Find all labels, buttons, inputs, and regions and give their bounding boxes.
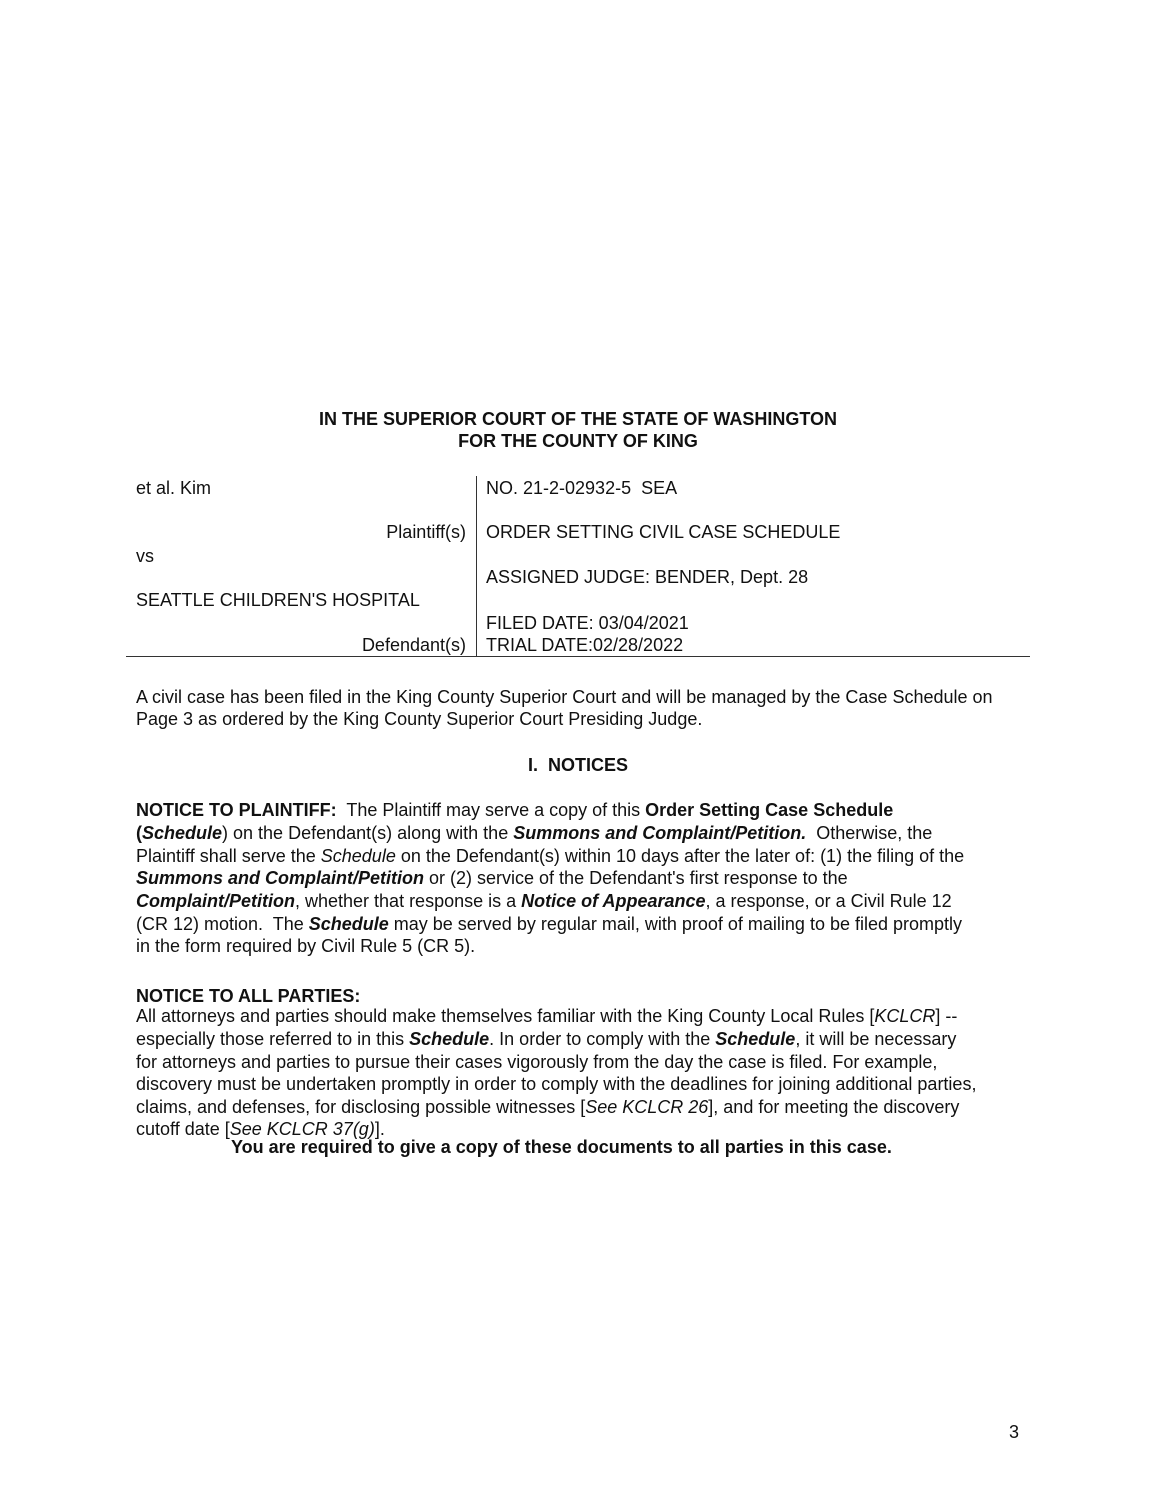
text-run: Notice of Appearance	[521, 891, 706, 911]
paragraph-line	[136, 1096, 959, 1118]
text-run: Summons and Complaint/Petition.	[513, 823, 807, 843]
paragraph-line	[136, 845, 964, 867]
text-run: , a response, or a Civil Rule 12	[705, 891, 952, 911]
text-run: ) on the Defendant(s) along with the	[222, 823, 514, 843]
paragraph-line	[136, 799, 893, 821]
text-run: Schedule	[320, 846, 396, 866]
caption-divider-horizontal	[126, 656, 1030, 657]
paragraph-line	[136, 1005, 957, 1027]
caption-divider-vertical	[476, 476, 477, 657]
text-run: ] --	[935, 1006, 958, 1026]
text-run: , whether that response is a	[295, 891, 522, 911]
text-run: especially those referred to in this	[136, 1029, 410, 1049]
text-run: . In order to comply with the	[489, 1029, 716, 1049]
order-title: ORDER SETTING CIVIL CASE SCHEDULE	[486, 522, 841, 542]
text-run: Plaintiff shall serve the	[136, 846, 321, 866]
text-run: Order Setting Case Schedule	[645, 800, 894, 820]
text-run: may be served by regular mail, with proof of mailing to be filed promptly	[388, 914, 963, 934]
intro-line: A civil case has been filed in the King County Superior Court and will be managed by the Case Schedule on	[136, 687, 993, 707]
paragraph-line	[136, 985, 360, 1007]
paragraph-line	[136, 890, 952, 912]
text-run: (CR 12) motion. The	[136, 914, 309, 934]
text-run: Summons and Complaint/Petition	[136, 868, 425, 888]
court-heading-line1: IN THE SUPERIOR COURT OF THE STATE OF WASHINGTON	[318, 409, 837, 429]
plaintiff-name: et al. Kim	[136, 478, 212, 498]
text-run: Schedule	[142, 823, 223, 843]
text-run: , it will be necessary	[795, 1029, 957, 1049]
paragraph-line	[136, 935, 475, 957]
text-run: discovery must be undertaken promptly in order to comply with the deadlines for joining additional parties,	[136, 1074, 977, 1094]
text-run: cutoff date [	[136, 1119, 230, 1139]
text-run: ], and for meeting the discovery	[708, 1097, 960, 1117]
paragraph-line	[136, 1051, 937, 1073]
text-run: or (2) service of the Defendant's first response to the	[424, 868, 848, 888]
text-run: ].	[374, 1119, 385, 1139]
text-run: on the Defendant(s) within 10 days after the later of: (1) the filing of the	[395, 846, 965, 866]
text-run: Otherwise, the	[806, 823, 933, 843]
text-run: (	[136, 823, 142, 843]
paragraph-line	[136, 1073, 976, 1095]
text-run: Schedule	[308, 914, 389, 934]
text-run: claims, and defenses, for disclosing possible witnesses [	[136, 1097, 586, 1117]
text-run: The Plaintiff may serve a copy of this	[336, 800, 646, 820]
paragraph-line	[136, 1028, 956, 1050]
text-run: See KCLCR 26	[585, 1097, 709, 1117]
filed-date: FILED DATE: 03/04/2021	[486, 613, 689, 633]
assigned-judge: ASSIGNED JUDGE: BENDER, Dept. 28	[486, 567, 809, 587]
text-run: NOTICE TO PLAINTIFF:	[136, 800, 337, 820]
section-title: I. NOTICES	[527, 755, 628, 775]
court-heading-line2: FOR THE COUNTY OF KING	[458, 431, 698, 451]
text-run: NOTICE TO ALL PARTIES:	[136, 986, 361, 1006]
trial-date: TRIAL DATE:02/28/2022	[486, 635, 684, 655]
text-run: Schedule	[715, 1029, 796, 1049]
defendant-label: Defendant(s)	[361, 635, 466, 655]
required-notice: You are required to give a copy of these documents to all parties in this case.	[231, 1137, 892, 1157]
text-run: Complaint/Petition	[136, 891, 295, 911]
intro-line: Page 3 as ordered by the King County Superior Court Presiding Judge.	[136, 709, 703, 729]
text-run: Schedule	[409, 1029, 490, 1049]
paragraph-line	[136, 822, 932, 844]
text-run: in the form required by Civil Rule 5 (CR 5).	[136, 936, 476, 956]
text-run: All attorneys and parties should make themselves familiar with the King County Local Rules [	[136, 1006, 875, 1026]
case-number: NO. 21-2-02932-5 SEA	[486, 478, 678, 498]
text-run: KCLCR	[874, 1006, 936, 1026]
text-run: for attorneys and parties to pursue their cases vigorously from the day the case is filed. For example,	[136, 1052, 938, 1072]
defendant-name: SEATTLE CHILDREN'S HOSPITAL	[136, 590, 420, 610]
text-run: See KCLCR 37(g)	[229, 1119, 375, 1139]
versus-label: vs	[136, 546, 154, 566]
plaintiff-label: Plaintiff(s)	[386, 522, 466, 542]
page-number: 3	[1009, 1422, 1020, 1442]
paragraph-line	[136, 913, 962, 935]
paragraph-line	[136, 867, 848, 889]
